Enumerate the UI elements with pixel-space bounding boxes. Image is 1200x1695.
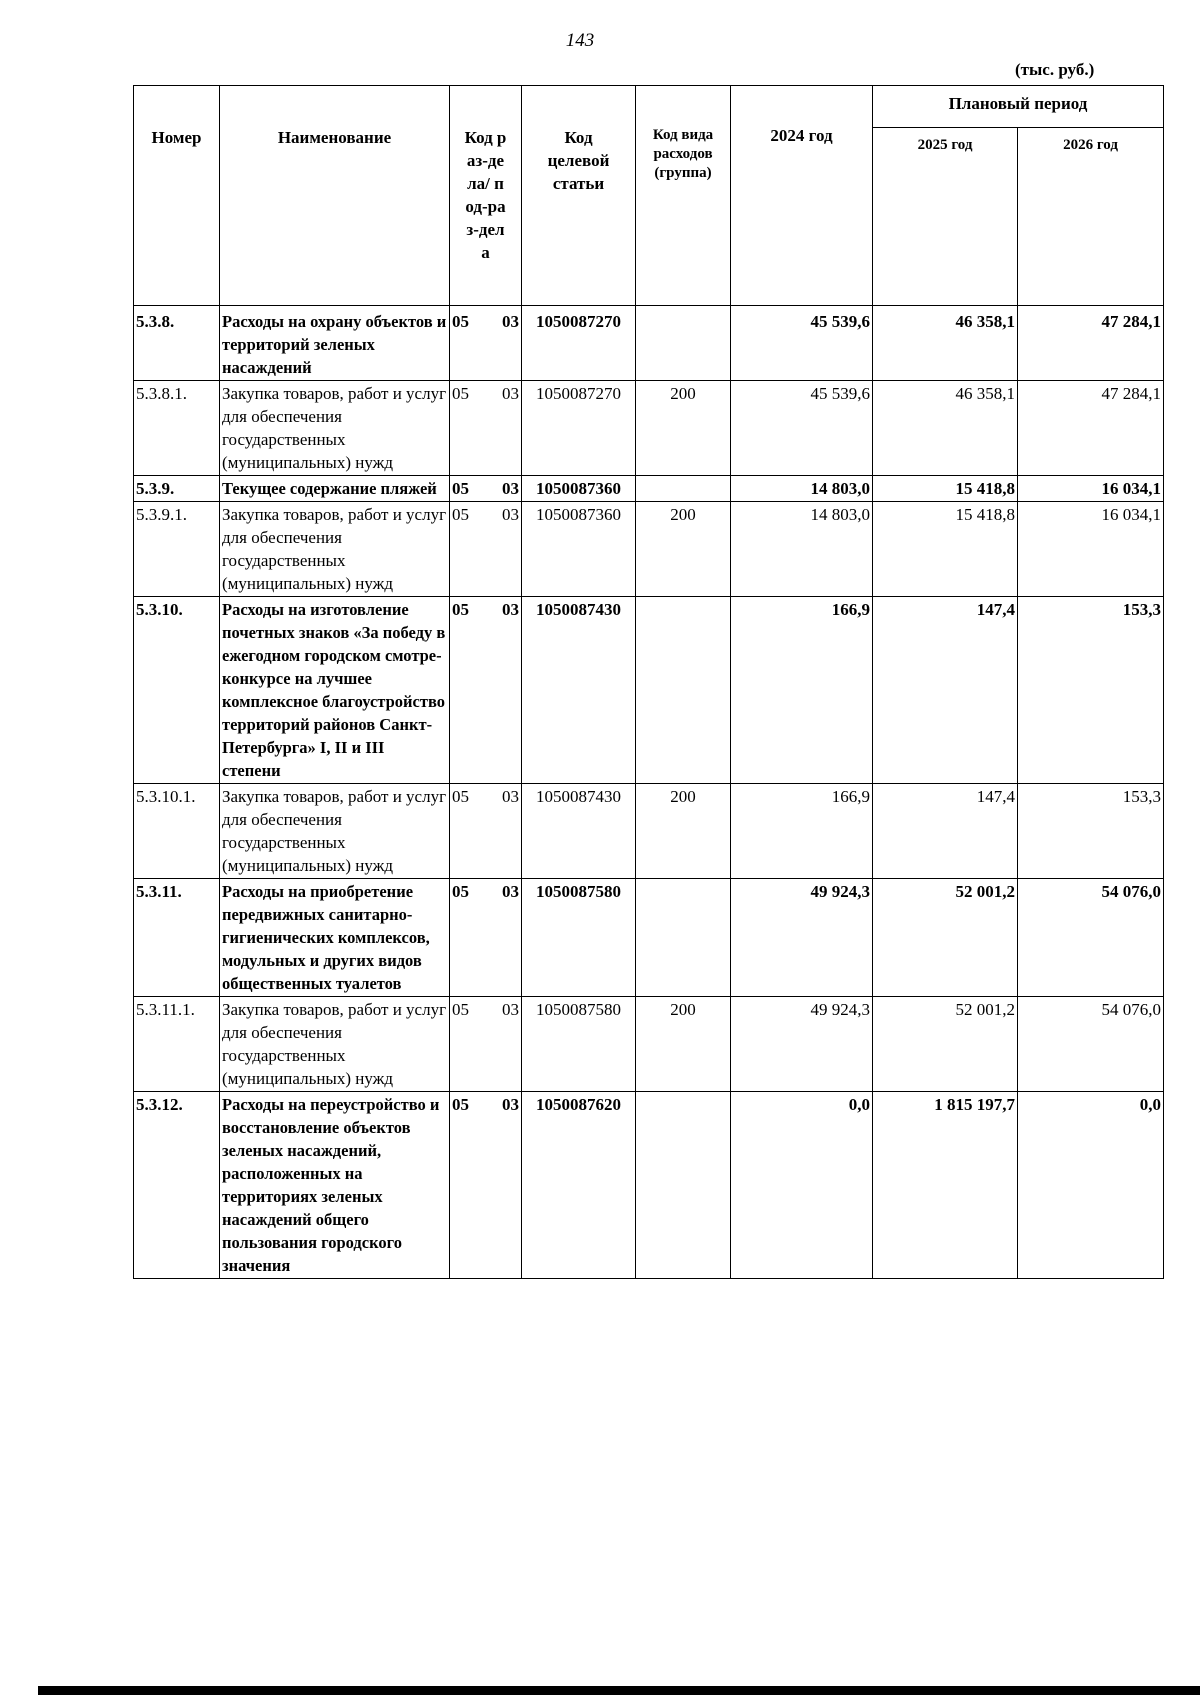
units-label: (тыс. руб.)	[1015, 60, 1095, 79]
cell-target: 1050087430	[522, 597, 636, 784]
cell-2025: 147,4	[873, 597, 1018, 784]
cell-number: 5.3.12.	[134, 1092, 220, 1279]
cell-section	[450, 306, 522, 381]
cell-name: Закупка товаров, работ и услуг для обеспечения государственных (муниципальных) нужд	[220, 502, 450, 597]
cell-name: Расходы на приобретение передвижных санитарно-гигиенических комплексов, модульных и других видов общественных туалетов	[220, 879, 450, 997]
section-code: 05	[452, 479, 469, 498]
cell-expense-type: 200	[636, 997, 731, 1092]
budget-table	[133, 85, 1164, 1279]
cell-name: Закупка товаров, работ и услуг для обеспечения государственных (муниципальных) нужд	[220, 381, 450, 476]
cell-number: 5.3.8.1.	[134, 381, 220, 476]
cell-target: 1050087580	[522, 997, 636, 1092]
subsection-code: 03	[502, 787, 519, 806]
cell-expense-type	[636, 879, 731, 997]
cell-2026: 47 284,1	[1018, 306, 1164, 381]
cell-2026: 16 034,1	[1018, 502, 1164, 597]
cell-number: 5.3.9.	[134, 476, 220, 502]
subsection-code: 03	[502, 600, 519, 619]
cell-name: Закупка товаров, работ и услуг для обеспечения государственных (муниципальных) нужд	[220, 997, 450, 1092]
cell-2024: 166,9	[731, 784, 873, 879]
cell-2024: 49 924,3	[731, 997, 873, 1092]
header-2024: 2024 год	[731, 86, 873, 306]
cell-2024: 14 803,0	[731, 502, 873, 597]
header-planned-period: Плановый период	[873, 86, 1164, 128]
header-expense-type: Код вида расходов (группа)	[636, 86, 731, 306]
cell-name: Закупка товаров, работ и услуг для обеспечения государственных (муниципальных) нужд	[220, 784, 450, 879]
cell-section	[450, 879, 522, 997]
cell-expense-type	[636, 1092, 731, 1279]
table-row	[134, 997, 1164, 1092]
cell-2026: 47 284,1	[1018, 381, 1164, 476]
cell-2026: 54 076,0	[1018, 879, 1164, 997]
cell-2026: 153,3	[1018, 597, 1164, 784]
header-2025: 2025 год	[873, 128, 1018, 306]
table-row	[134, 879, 1164, 997]
bottom-scan-edge	[38, 1686, 1200, 1695]
cell-2024: 14 803,0	[731, 476, 873, 502]
cell-section	[450, 997, 522, 1092]
cell-2026: 16 034,1	[1018, 476, 1164, 502]
cell-expense-type: 200	[636, 381, 731, 476]
cell-number: 5.3.10.	[134, 597, 220, 784]
cell-target: 1050087270	[522, 381, 636, 476]
table-row	[134, 306, 1164, 381]
cell-target: 1050087430	[522, 784, 636, 879]
cell-2026: 0,0	[1018, 1092, 1164, 1279]
cell-number: 5.3.11.	[134, 879, 220, 997]
cell-name: Расходы на охрану объектов и территорий зеленых насаждений	[220, 306, 450, 381]
cell-2025: 46 358,1	[873, 306, 1018, 381]
section-code: 05	[452, 1095, 469, 1114]
cell-target: 1050087620	[522, 1092, 636, 1279]
cell-section	[450, 502, 522, 597]
cell-2024: 45 539,6	[731, 381, 873, 476]
cell-2024: 166,9	[731, 597, 873, 784]
subsection-code: 03	[502, 882, 519, 901]
cell-2025: 15 418,8	[873, 476, 1018, 502]
cell-name: Текущее содержание пляжей	[220, 476, 450, 502]
cell-2025: 52 001,2	[873, 879, 1018, 997]
cell-section	[450, 784, 522, 879]
cell-target: 1050087580	[522, 879, 636, 997]
table-row	[134, 784, 1164, 879]
section-code: 05	[452, 505, 469, 524]
cell-number: 5.3.11.1.	[134, 997, 220, 1092]
cell-2025: 147,4	[873, 784, 1018, 879]
section-code: 05	[452, 882, 469, 901]
cell-expense-type: 200	[636, 502, 731, 597]
cell-name: Расходы на переустройство и восстановление объектов зеленых насаждений, расположенных на территориях зеленых насаждений общего пользования городского значения	[220, 1092, 450, 1279]
subsection-code: 03	[502, 1095, 519, 1114]
cell-2026: 54 076,0	[1018, 997, 1164, 1092]
header-section: Код раз-дела/ под-раз-дела	[450, 86, 522, 306]
table-row	[134, 381, 1164, 476]
cell-2024: 49 924,3	[731, 879, 873, 997]
table-row	[134, 502, 1164, 597]
subsection-code: 03	[502, 479, 519, 498]
section-code: 05	[452, 600, 469, 619]
cell-section	[450, 1092, 522, 1279]
section-code: 05	[452, 384, 469, 403]
cell-number: 5.3.9.1.	[134, 502, 220, 597]
subsection-code: 03	[502, 384, 519, 403]
cell-section	[450, 381, 522, 476]
cell-target: 1050087360	[522, 502, 636, 597]
cell-2024: 45 539,6	[731, 306, 873, 381]
cell-2025: 52 001,2	[873, 997, 1018, 1092]
cell-number: 5.3.10.1.	[134, 784, 220, 879]
cell-2024: 0,0	[731, 1092, 873, 1279]
cell-2025: 15 418,8	[873, 502, 1018, 597]
cell-section	[450, 597, 522, 784]
subsection-code: 03	[502, 505, 519, 524]
header-target: Код целевой статьи	[522, 86, 636, 306]
cell-2025: 1 815 197,7	[873, 1092, 1018, 1279]
cell-2026: 153,3	[1018, 784, 1164, 879]
header-2026: 2026 год	[1018, 128, 1164, 306]
section-code: 05	[452, 1000, 469, 1019]
cell-2025: 46 358,1	[873, 381, 1018, 476]
cell-target: 1050087270	[522, 306, 636, 381]
section-code: 05	[452, 312, 469, 331]
cell-target: 1050087360	[522, 476, 636, 502]
cell-section	[450, 476, 522, 502]
cell-expense-type: 200	[636, 784, 731, 879]
header-row-1	[134, 86, 1164, 128]
cell-number: 5.3.8.	[134, 306, 220, 381]
table-row	[134, 476, 1164, 502]
page-number: 143	[565, 30, 595, 51]
cell-expense-type	[636, 306, 731, 381]
header-name: Наименование	[220, 86, 450, 306]
cell-expense-type	[636, 597, 731, 784]
cell-expense-type	[636, 476, 731, 502]
subsection-code: 03	[502, 1000, 519, 1019]
section-code: 05	[452, 787, 469, 806]
subsection-code: 03	[502, 312, 519, 331]
table-row	[134, 1092, 1164, 1279]
header-number: Номер	[134, 86, 220, 306]
table-row	[134, 597, 1164, 784]
cell-name: Расходы на изготовление почетных знаков «За победу в ежегодном городском смотре-конкурсе на лучшее комплексное благоустройство территорий районов Санкт-Петербурга» I, II и III степени	[220, 597, 450, 784]
